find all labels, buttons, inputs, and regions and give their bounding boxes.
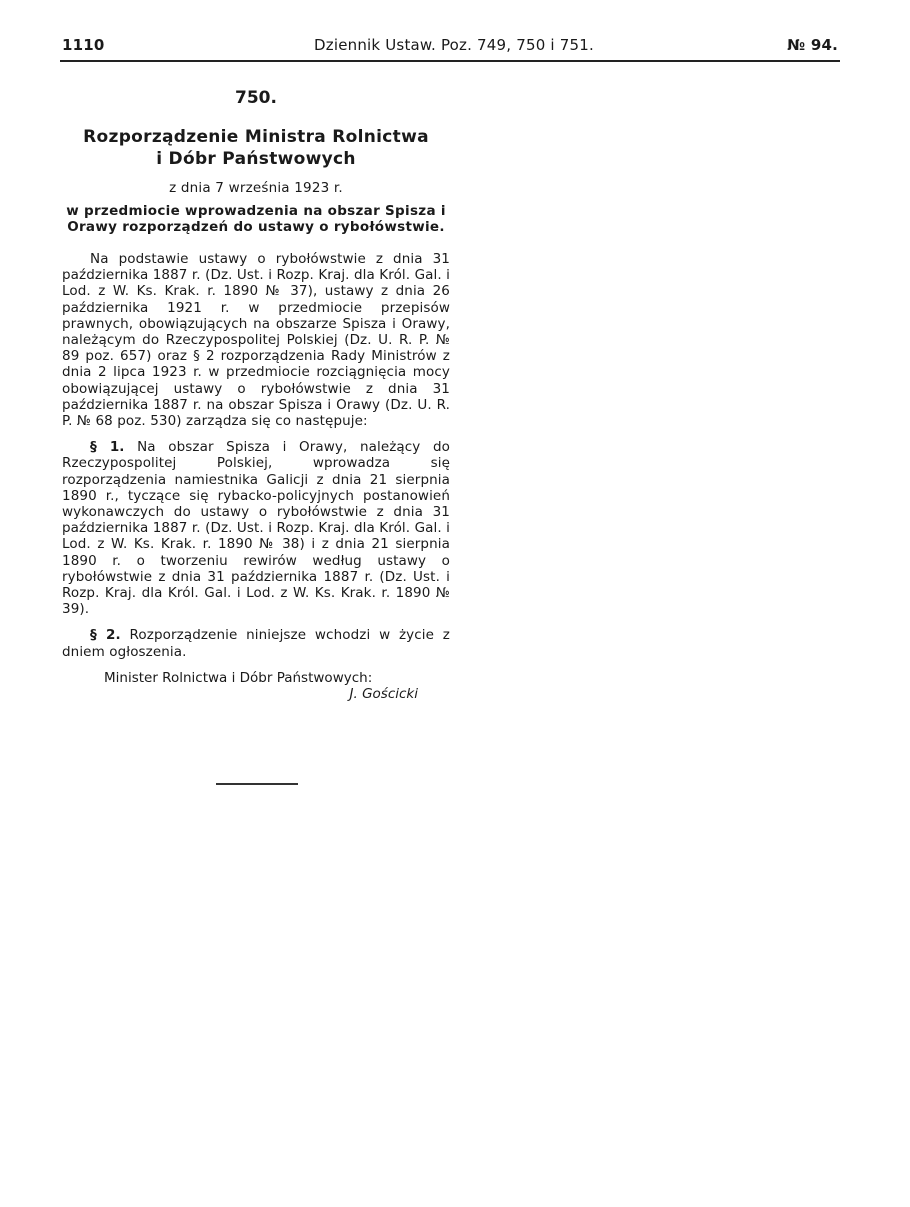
preamble-paragraph: Na podstawie ustawy o rybołówstwie z dnia 31 października 1887 r. (Dz. Ust. i Rozp. Kraj. dla Król. Gal. i Lod. z W. Ks. Krak. r. 1890 № 37), ustawy z dnia 26 października 1921 r. w przedmiocie przepisów prawnych, obowiązujących na obszarze Spisza i Orawy, należącym do Rzeczypospolitej Polskiej (Dz. U. R. P. № 89 poz. 657) oraz § 2 rozporządzenia Rady Ministrów z dnia 2 lipca 1923 r. w przedmiocie rozciągnięcia mocy obowiązującej ustawy o rybołówstwie z dnia 31 października 1887 r. na obszar Spisza i Orawy (Dz. U. R. P. № 68 poz. 530) zarządza się co następuje:	[62, 251, 450, 430]
act-title-line-2: i Dóbr Państwowych	[156, 149, 356, 169]
section-2-paragraph	[62, 627, 450, 659]
section-2-label: § 2.	[90, 627, 121, 644]
act-title-line-1: Rozporządzenie Ministra Rolnictwa	[83, 127, 429, 147]
act-date: z dnia 7 września 1923 r.	[169, 180, 343, 196]
section-2-text: Rozporządzenie niniejsze wchodzi w życie z dniem ogłoszenia.	[62, 627, 450, 660]
header-divider	[60, 60, 840, 62]
section-1-paragraph	[62, 439, 450, 617]
running-header	[62, 34, 838, 58]
section-1-label: § 1.	[90, 439, 125, 456]
act-number: 750.	[235, 88, 277, 108]
journal-reference: Dziennik Ustaw. Poz. 749, 750 i 751.	[314, 36, 594, 54]
signatory-title: Minister Rolnictwa i Dóbr Państwowych:	[104, 669, 373, 686]
text-column	[62, 88, 450, 702]
page-number: 1110	[62, 36, 105, 54]
end-divider	[216, 783, 298, 785]
section-1-text: Na obszar Spisza i Orawy, należący do Rzeczypospolitej Polskiej, wprowadza się rozporządzenia namiestnika Galicji z dnia 21 sierpnia 1890 r., tyczące się rybacko-policyjnych postanowień wykonawczych do ustawy o rybołówstwie z dnia 31 października 1887 r. (Dz. Ust. i Rozp. Kraj. dla Król. Gal. i Lod. z W. Ks. Krak. r. 1890 № 38) i z dnia 21 sierpnia 1890 r. o tworzeniu rewirów według ustawy o rybołówstwie z dnia 31 października 1887 r. (Dz. Ust. i Rozp. Kraj. dla Król. Gal. i Lod. z W. Ks. Krak. r. 1890 № 39).	[62, 439, 450, 618]
issue-number: № 94.	[787, 36, 838, 54]
signatory-name: J. Gościcki	[349, 685, 418, 702]
act-subject: w przedmiocie wprowadzenia na obszar Spisza i Orawy rozporządzeń do ustawy o rybołówstwie.	[66, 203, 446, 235]
